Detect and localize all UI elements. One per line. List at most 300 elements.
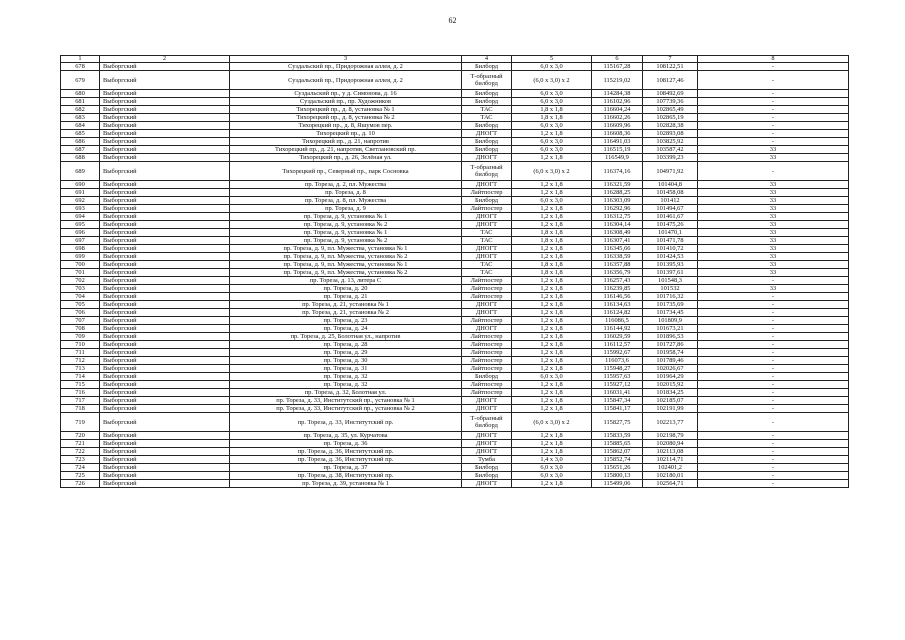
cell-structure-type: Билборд xyxy=(462,146,512,154)
cell-coord-y: 101412 xyxy=(643,197,698,205)
cell-size: 1,2 x 1,8 xyxy=(512,154,592,162)
cell-district: Выборгский xyxy=(100,253,230,261)
cell-size: 1,8 x 1,8 xyxy=(512,106,592,114)
cell-row-number: 720 xyxy=(61,432,100,440)
cell-district: Выборгский xyxy=(100,448,230,456)
cell-structure-type: Лайтпостер xyxy=(462,365,512,373)
cell-district: Выборгский xyxy=(100,389,230,397)
cell-row-number: 719 xyxy=(61,413,100,432)
cell-structure-type: Билборд xyxy=(462,197,512,205)
cell-address: пр. Тореза, д. 33, Институтский пр., установка № 1 xyxy=(230,397,462,405)
cell-size: 1,2 x 1,8 xyxy=(512,357,592,365)
cell-coord-y: 101789,46 xyxy=(643,357,698,365)
cell-structure-type: Билборд xyxy=(462,122,512,130)
cell-note: - xyxy=(698,122,849,130)
column-header-3: 3 xyxy=(230,56,462,63)
cell-address: пр. Тореза, д. 2, пл. Мужества xyxy=(230,181,462,189)
cell-coord-y: 101458,08 xyxy=(643,189,698,197)
cell-coord-y: 103587,42 xyxy=(643,146,698,154)
cell-note: 33 xyxy=(698,154,849,162)
cell-coord-y: 101424,53 xyxy=(643,253,698,261)
cell-note: 33 xyxy=(698,245,849,253)
cell-coord-y: 102564,71 xyxy=(643,480,698,488)
cell-coord-x: 115841,17 xyxy=(592,405,643,413)
cell-structure-type: Лайтпостер xyxy=(462,317,512,325)
cell-address: пр. Тореза, д. 9, установка № 2 xyxy=(230,221,462,229)
cell-coord-x: 116308,49 xyxy=(592,229,643,237)
cell-structure-type: Билборд xyxy=(462,373,512,381)
cell-coord-y: 101735,69 xyxy=(643,301,698,309)
cell-structure-type: ДНОГТ xyxy=(462,405,512,413)
cell-coord-x: 115948,27 xyxy=(592,365,643,373)
cell-coord-x: 116086,5 xyxy=(592,317,643,325)
cell-district: Выборгский xyxy=(100,405,230,413)
column-header-4: 4 xyxy=(462,56,512,63)
cell-size: 1,2 x 1,8 xyxy=(512,293,592,301)
cell-row-number: 690 xyxy=(61,181,100,189)
cell-row-number: 682 xyxy=(61,106,100,114)
cell-structure-type: Лайтпостер xyxy=(462,333,512,341)
cell-note: - xyxy=(698,349,849,357)
cell-row-number: 687 xyxy=(61,146,100,154)
column-header-7: 7 xyxy=(643,56,698,63)
cell-district: Выборгский xyxy=(100,285,230,293)
cell-row-number: 694 xyxy=(61,213,100,221)
cell-coord-x: 114284,38 xyxy=(592,90,643,98)
table-row xyxy=(61,293,849,301)
cell-structure-type: ТАС xyxy=(462,114,512,122)
table-row xyxy=(61,405,849,413)
page-number: 62 xyxy=(448,16,457,25)
cell-address: пр. Тореза, д. 9 xyxy=(230,205,462,213)
cell-structure-type: ДНОГТ xyxy=(462,397,512,405)
table-header-row xyxy=(61,56,849,63)
cell-address: пр. Тореза, д. 29 xyxy=(230,349,462,357)
cell-address: Тихорецкий пр., д. 8, Яшумов пер. xyxy=(230,122,462,130)
cell-coord-y: 102015,92 xyxy=(643,381,698,389)
cell-address: пр. Тореза, д. 21, установка № 1 xyxy=(230,301,462,309)
cell-coord-y: 101397,61 xyxy=(643,269,698,277)
cell-note: - xyxy=(698,472,849,480)
cell-address: Тихорецкий пр., д. 8, установка № 1 xyxy=(230,106,462,114)
cell-district: Выборгский xyxy=(100,181,230,189)
cell-coord-x: 116031,41 xyxy=(592,389,643,397)
cell-address: пр. Тореза, д. 32 xyxy=(230,381,462,389)
cell-address: пр. Тореза, д. 32 xyxy=(230,373,462,381)
cell-size: 6,0 x 3,0 xyxy=(512,373,592,381)
cell-structure-type: ТАС xyxy=(462,269,512,277)
cell-coord-x: 115219,02 xyxy=(592,71,643,90)
cell-size: 1,2 x 1,8 xyxy=(512,432,592,440)
table-row xyxy=(61,301,849,309)
cell-district: Выборгский xyxy=(100,71,230,90)
table-row xyxy=(61,146,849,154)
cell-address: Тихорецкий пр., д. 10 xyxy=(230,130,462,138)
cell-row-number: 684 xyxy=(61,122,100,130)
cell-district: Выборгский xyxy=(100,154,230,162)
cell-row-number: 688 xyxy=(61,154,100,162)
cell-address: пр. Тореза, д. 35, ул. Курчатова xyxy=(230,432,462,440)
cell-structure-type: ТАС xyxy=(462,261,512,269)
cell-size: 1,8 x 1,8 xyxy=(512,237,592,245)
cell-structure-type: ДНОГТ xyxy=(462,253,512,261)
cell-note: - xyxy=(698,365,849,373)
cell-note: - xyxy=(698,373,849,381)
table-row xyxy=(61,440,849,448)
cell-district: Выборгский xyxy=(100,197,230,205)
cell-district: Выборгский xyxy=(100,162,230,181)
cell-coord-y: 102401,2 xyxy=(643,464,698,472)
cell-coord-y: 102185,07 xyxy=(643,397,698,405)
cell-size: 1,2 x 1,8 xyxy=(512,397,592,405)
cell-row-number: 679 xyxy=(61,71,100,90)
table-row xyxy=(61,221,849,229)
cell-address: пр. Тореза, д. 24 xyxy=(230,325,462,333)
cell-structure-type: Лайтпостер xyxy=(462,349,512,357)
cell-note: - xyxy=(698,413,849,432)
cell-note: 33 xyxy=(698,205,849,213)
cell-note: - xyxy=(698,106,849,114)
cell-district: Выборгский xyxy=(100,261,230,269)
cell-size: 6,0 x 3,0 xyxy=(512,197,592,205)
cell-row-number: 718 xyxy=(61,405,100,413)
cell-coord-x: 116321,59 xyxy=(592,181,643,189)
cell-address: пр. Тореза, д. 31 xyxy=(230,365,462,373)
cell-coord-y: 102865,49 xyxy=(643,106,698,114)
cell-coord-y: 101958,74 xyxy=(643,349,698,357)
cell-coord-y: 108127,46 xyxy=(643,71,698,90)
cell-address: пр. Тореза, д. 9, пл. Мужества, установка № 2 xyxy=(230,269,462,277)
cell-coord-x: 115167,28 xyxy=(592,63,643,71)
cell-size: 1,2 x 1,8 xyxy=(512,480,592,488)
column-header-2: 2 xyxy=(100,56,230,63)
cell-size: 6,0 x 3,0 xyxy=(512,146,592,154)
cell-district: Выборгский xyxy=(100,269,230,277)
table-row xyxy=(61,389,849,397)
table-row xyxy=(61,464,849,472)
cell-coord-y: 102198,79 xyxy=(643,432,698,440)
cell-district: Выборгский xyxy=(100,325,230,333)
cell-district: Выборгский xyxy=(100,146,230,154)
table-row xyxy=(61,98,849,106)
cell-coord-x: 116345,66 xyxy=(592,245,643,253)
cell-size: 1,2 x 1,8 xyxy=(512,440,592,448)
table-row xyxy=(61,277,849,285)
cell-size: 1,2 x 1,8 xyxy=(512,325,592,333)
cell-district: Выборгский xyxy=(100,432,230,440)
cell-note: 33 xyxy=(698,221,849,229)
table-row xyxy=(61,90,849,98)
cell-note: 33 xyxy=(698,146,849,154)
table-row xyxy=(61,456,849,464)
cell-structure-type: ТАС xyxy=(462,106,512,114)
cell-address: пр. Тореза, д. 28 xyxy=(230,341,462,349)
cell-row-number: 689 xyxy=(61,162,100,181)
cell-structure-type: Лайтпостер xyxy=(462,389,512,397)
table-row xyxy=(61,154,849,162)
cell-note: - xyxy=(698,357,849,365)
cell-address: Суздальский пр., Придорожная аллея, д. 2 xyxy=(230,63,462,71)
cell-district: Выборгский xyxy=(100,122,230,130)
cell-structure-type: Лайтпостер xyxy=(462,357,512,365)
table-row xyxy=(61,213,849,221)
cell-note: - xyxy=(698,448,849,456)
cell-row-number: 721 xyxy=(61,440,100,448)
cell-coord-y: 101475,26 xyxy=(643,221,698,229)
cell-coord-x: 116073,6 xyxy=(592,357,643,365)
cell-size: 1,2 x 1,8 xyxy=(512,341,592,349)
cell-coord-x: 116146,56 xyxy=(592,293,643,301)
cell-coord-x: 115862,07 xyxy=(592,448,643,456)
cell-district: Выборгский xyxy=(100,229,230,237)
cell-coord-y: 101896,53 xyxy=(643,333,698,341)
cell-size: 1,2 x 1,8 xyxy=(512,309,592,317)
table-row xyxy=(61,229,849,237)
cell-district: Выборгский xyxy=(100,413,230,432)
cell-address: пр. Тореза, д. 36, Институтский пр. xyxy=(230,448,462,456)
cell-address: пр. Тореза, д. 36, Институтский пр. xyxy=(230,456,462,464)
cell-coord-y: 101734,45 xyxy=(643,309,698,317)
cell-size: 6,0 x 3,0 xyxy=(512,138,592,146)
cell-coord-x: 115992,67 xyxy=(592,349,643,357)
cell-size: 6,0 x 3,0 xyxy=(512,98,592,106)
cell-structure-type: Лайтпостер xyxy=(462,381,512,389)
cell-row-number: 695 xyxy=(61,221,100,229)
cell-district: Выборгский xyxy=(100,472,230,480)
cell-structure-type: ДНОГТ xyxy=(462,440,512,448)
cell-coord-x: 116312,75 xyxy=(592,213,643,221)
cell-address: пр. Тореза, д. 39, установка № 1 xyxy=(230,480,462,488)
cell-note: - xyxy=(698,397,849,405)
cell-structure-type: ДНОГТ xyxy=(462,221,512,229)
cell-coord-x: 116491,03 xyxy=(592,138,643,146)
cell-coord-x: 116357,88 xyxy=(592,261,643,269)
cell-district: Выборгский xyxy=(100,480,230,488)
cell-district: Выборгский xyxy=(100,189,230,197)
cell-coord-x: 116239,85 xyxy=(592,285,643,293)
cell-coord-y: 101727,86 xyxy=(643,341,698,349)
table-row xyxy=(61,269,849,277)
cell-note: - xyxy=(698,277,849,285)
cell-district: Выборгский xyxy=(100,357,230,365)
table-row xyxy=(61,261,849,269)
cell-coord-x: 116515,19 xyxy=(592,146,643,154)
cell-address: Суздальский пр., пр. Художников xyxy=(230,98,462,106)
cell-structure-type: Лайтпостер xyxy=(462,189,512,197)
cell-coord-y: 102865,19 xyxy=(643,114,698,122)
table-row xyxy=(61,130,849,138)
cell-note: - xyxy=(698,480,849,488)
cell-size: 1,2 x 1,8 xyxy=(512,277,592,285)
cell-row-number: 723 xyxy=(61,456,100,464)
cell-structure-type: ДНОГТ xyxy=(462,432,512,440)
cell-row-number: 681 xyxy=(61,98,100,106)
cell-row-number: 696 xyxy=(61,229,100,237)
cell-row-number: 710 xyxy=(61,341,100,349)
cell-row-number: 701 xyxy=(61,269,100,277)
cell-address: пр. Тореза, д. 33, Институтский пр. xyxy=(230,413,462,432)
cell-coord-y: 101964,29 xyxy=(643,373,698,381)
cell-note: - xyxy=(698,389,849,397)
cell-size: 1,8 x 1,8 xyxy=(512,261,592,269)
cell-district: Выборгский xyxy=(100,98,230,106)
cell-coord-y: 102180,01 xyxy=(643,472,698,480)
cell-address: пр. Тореза, д. 20 xyxy=(230,285,462,293)
cell-structure-type: Билборд xyxy=(462,98,512,106)
table-row xyxy=(61,381,849,389)
cell-address: пр. Тореза, д. 33, Институтский пр., установка № 2 xyxy=(230,405,462,413)
cell-coord-x: 116124,82 xyxy=(592,309,643,317)
cell-row-number: 678 xyxy=(61,63,100,71)
cell-district: Выборгский xyxy=(100,293,230,301)
cell-address: Тихорецкий пр., д. 26, Зелёная ул. xyxy=(230,154,462,162)
cell-district: Выборгский xyxy=(100,130,230,138)
cell-district: Выборгский xyxy=(100,90,230,98)
cell-size: 6,0 x 3,0 xyxy=(512,472,592,480)
cell-size: (6,0 x 3,0) x 2 xyxy=(512,162,592,181)
cell-district: Выборгский xyxy=(100,464,230,472)
cell-row-number: 715 xyxy=(61,381,100,389)
cell-coord-y: 101548,3 xyxy=(643,277,698,285)
cell-address: Суздальский пр., Придорожная аллея, д. 2 xyxy=(230,71,462,90)
cell-size: 1,2 x 1,8 xyxy=(512,181,592,189)
cell-district: Выборгский xyxy=(100,63,230,71)
cell-row-number: 714 xyxy=(61,373,100,381)
cell-size: 6,0 x 3,0 xyxy=(512,464,592,472)
cell-coord-y: 103399,23 xyxy=(643,154,698,162)
cell-coord-x: 116338,59 xyxy=(592,253,643,261)
cell-coord-x: 116609,96 xyxy=(592,122,643,130)
cell-row-number: 697 xyxy=(61,237,100,245)
cell-size: (6,0 x 3,0) x 2 xyxy=(512,413,592,432)
cell-address: пр. Тореза, д. 21 xyxy=(230,293,462,301)
table-row xyxy=(61,365,849,373)
cell-coord-x: 116374,16 xyxy=(592,162,643,181)
cell-address: Тихорецкий пр., Северный пр., парк Сосновка xyxy=(230,162,462,181)
cell-coord-x: 116356,79 xyxy=(592,269,643,277)
cell-coord-x: 115499,06 xyxy=(592,480,643,488)
cell-address: Тихорецкий пр., д. 21, напротив, Светлановский пр. xyxy=(230,146,462,154)
table-row xyxy=(61,309,849,317)
cell-size: 1,2 x 1,8 xyxy=(512,245,592,253)
cell-structure-type: Лайтпостер xyxy=(462,277,512,285)
cell-structure-type: Лайтпостер xyxy=(462,341,512,349)
cell-coord-y: 107739,36 xyxy=(643,98,698,106)
cell-coord-x: 116604,24 xyxy=(592,106,643,114)
table-row xyxy=(61,285,849,293)
cell-district: Выборгский xyxy=(100,397,230,405)
cell-size: 1,2 x 1,8 xyxy=(512,301,592,309)
table-row xyxy=(61,333,849,341)
cell-note: - xyxy=(698,325,849,333)
cell-coord-y: 108122,51 xyxy=(643,63,698,71)
cell-district: Выборгский xyxy=(100,317,230,325)
cell-row-number: 699 xyxy=(61,253,100,261)
cell-row-number: 725 xyxy=(61,472,100,480)
cell-coord-x: 115927,12 xyxy=(592,381,643,389)
cell-address: Суздальский пр., у д. Симонова, д. 16 xyxy=(230,90,462,98)
cell-coord-y: 101404,8 xyxy=(643,181,698,189)
cell-structure-type: ДНОГТ xyxy=(462,130,512,138)
cell-row-number: 680 xyxy=(61,90,100,98)
cell-note: - xyxy=(698,98,849,106)
cell-structure-type: Лайтпостер xyxy=(462,285,512,293)
cell-row-number: 726 xyxy=(61,480,100,488)
cell-note: - xyxy=(698,293,849,301)
cell-coord-x: 115852,74 xyxy=(592,456,643,464)
cell-address: пр. Тореза, д. 13, литера С xyxy=(230,277,462,285)
cell-district: Выборгский xyxy=(100,106,230,114)
cell-row-number: 704 xyxy=(61,293,100,301)
cell-size: 1,2 x 1,8 xyxy=(512,448,592,456)
cell-coord-x: 116112,57 xyxy=(592,341,643,349)
cell-structure-type: ДНОГТ xyxy=(462,301,512,309)
cell-coord-x: 116292,96 xyxy=(592,205,643,213)
cell-coord-x: 115847,34 xyxy=(592,397,643,405)
cell-coord-x: 116029,59 xyxy=(592,333,643,341)
cell-size: 6,0 x 3,0 xyxy=(512,90,592,98)
cell-coord-y: 102080,94 xyxy=(643,440,698,448)
cell-size: 1,8 x 1,8 xyxy=(512,229,592,237)
cell-address: Тихорецкий пр., д. 21, напротив xyxy=(230,138,462,146)
cell-structure-type: ДНОГТ xyxy=(462,154,512,162)
cell-district: Выборгский xyxy=(100,309,230,317)
cell-coord-y: 102026,67 xyxy=(643,365,698,373)
cell-row-number: 705 xyxy=(61,301,100,309)
cell-size: 1,8 x 1,8 xyxy=(512,269,592,277)
cell-row-number: 683 xyxy=(61,114,100,122)
cell-address: пр. Тореза, д. 9, установка № 1 xyxy=(230,213,462,221)
cell-address: Тихорецкий пр., д. 8, установка № 2 xyxy=(230,114,462,122)
cell-district: Выборгский xyxy=(100,440,230,448)
cell-structure-type: Т-образный билборд xyxy=(462,413,512,432)
cell-coord-y: 102893,08 xyxy=(643,130,698,138)
table-row xyxy=(61,413,849,432)
cell-size: 6,0 x 3,0 xyxy=(512,63,592,71)
cell-coord-x: 116144,92 xyxy=(592,325,643,333)
column-header-6: 6 xyxy=(592,56,643,63)
cell-address: пр. Тореза, д. 30 xyxy=(230,357,462,365)
cell-note: - xyxy=(698,114,849,122)
cell-coord-y: 101395,93 xyxy=(643,261,698,269)
cell-note: - xyxy=(698,309,849,317)
cell-note: 33 xyxy=(698,189,849,197)
cell-structure-type: Лайтпостер xyxy=(462,293,512,301)
cell-row-number: 717 xyxy=(61,397,100,405)
cell-row-number: 685 xyxy=(61,130,100,138)
table-row xyxy=(61,138,849,146)
cell-district: Выборгский xyxy=(100,114,230,122)
cell-row-number: 716 xyxy=(61,389,100,397)
table-row xyxy=(61,162,849,181)
cell-size: 1,2 x 1,8 xyxy=(512,253,592,261)
cell-row-number: 709 xyxy=(61,333,100,341)
cell-row-number: 693 xyxy=(61,205,100,213)
cell-coord-y: 101410,72 xyxy=(643,245,698,253)
cell-note: 33 xyxy=(698,213,849,221)
cell-note: - xyxy=(698,341,849,349)
table-row xyxy=(61,472,849,480)
cell-size: 1,2 x 1,8 xyxy=(512,130,592,138)
cell-coord-y: 102113,08 xyxy=(643,448,698,456)
cell-coord-y: 101716,32 xyxy=(643,293,698,301)
cell-size: 6,0 x 3,0 xyxy=(512,122,592,130)
cell-district: Выборгский xyxy=(100,221,230,229)
cell-coord-y: 108492,69 xyxy=(643,90,698,98)
table-row xyxy=(61,341,849,349)
cell-district: Выборгский xyxy=(100,205,230,213)
cell-address: пр. Тореза, д. 32, Болотная ул. xyxy=(230,389,462,397)
